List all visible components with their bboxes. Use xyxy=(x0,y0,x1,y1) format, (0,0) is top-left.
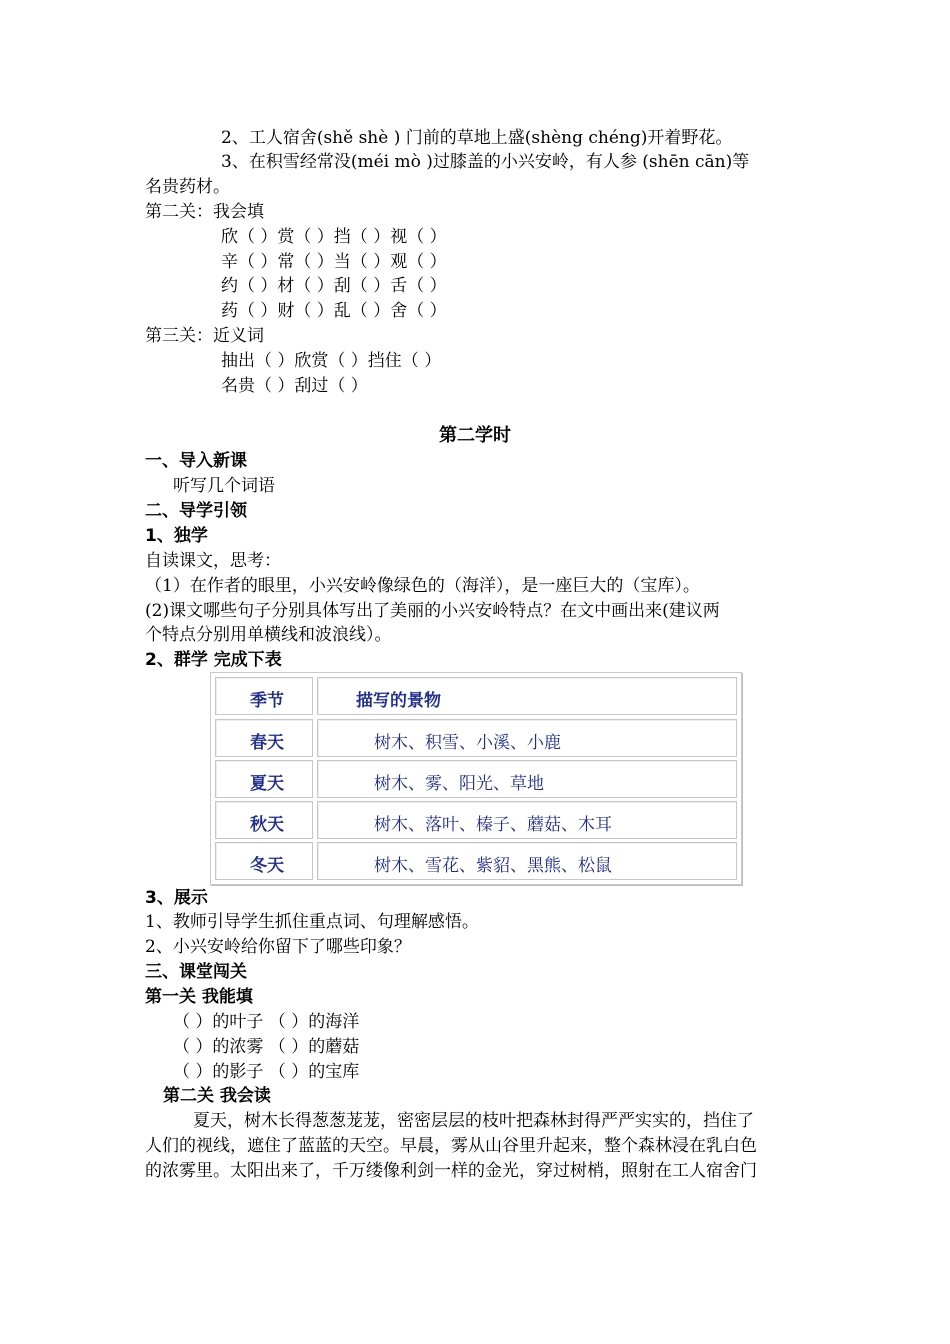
table-row xyxy=(215,719,737,757)
header-season: 季节 xyxy=(250,691,284,711)
scenery-cell: 树木、雪花、紫貂、黑熊、松鼠 xyxy=(374,856,612,876)
season-cell: 夏天 xyxy=(250,774,284,794)
show-item-1: 1、教师引导学生抓住重点词、句理解感悟。 xyxy=(145,912,479,932)
table-cell xyxy=(215,842,313,880)
level2b-title: 第二关 我会读 xyxy=(163,1086,271,1106)
level1-row: （ ）的影子 （ ）的宝库 xyxy=(173,1062,360,1082)
show-item-2: 2、小兴安岭给你留下了哪些印象？ xyxy=(145,937,411,957)
reading-paragraph-line: 的浓雾里。太阳出来了，千万缕像利剑一样的金光，穿过树梢，照射在工人宿舍门 xyxy=(145,1161,757,1181)
exercise-line-2: 2、工人宿舍(shě shè ) 门前的草地上盛(shèng chéng)开着野花。 xyxy=(221,128,733,148)
lesson-title: 第二学时 xyxy=(439,425,511,446)
subsection-1-title: 1、独学 xyxy=(145,526,208,546)
table-cell xyxy=(215,760,313,798)
reading-paragraph-line: 夏天，树木长得葱葱茏茏，密密层层的枝叶把森林封得严严实实的，挡住了 xyxy=(193,1111,754,1131)
synonym-row: 名贵（ ）刮过（ ） xyxy=(221,376,368,396)
question-2-cont: 个特点分别用单横线和波浪线）。 xyxy=(145,625,392,645)
fill-row: 辛（ ）常（ ）当（ ）观（ ） xyxy=(221,252,447,272)
table-header-cell xyxy=(215,677,313,715)
section-3-title: 三、课堂闯关 xyxy=(145,962,247,982)
reading-paragraph-line: 人们的视线，遮住了蓝蓝的天空。早晨，雾从山谷里升起来，整个森林浸在乳白色 xyxy=(145,1136,757,1156)
table-cell xyxy=(317,801,737,839)
level3-title: 第三关：近义词 xyxy=(145,326,264,346)
synonym-row: 抽出（ ）欣赏（ ）挡住（ ） xyxy=(221,351,442,371)
table-header-cell xyxy=(317,677,737,715)
exercise-line-3-cont: 名贵药材。 xyxy=(145,177,230,197)
table-row xyxy=(215,801,737,839)
level2-title: 第二关：我会填 xyxy=(145,202,264,222)
subsection-1-intro: 自读课文，思考： xyxy=(145,551,281,571)
level1-title: 第一关 我能填 xyxy=(145,987,253,1007)
table-cell xyxy=(317,842,737,880)
table-cell xyxy=(317,719,737,757)
scenery-cell: 树木、积雪、小溪、小鹿 xyxy=(374,733,561,753)
section-1-text: 听写几个词语 xyxy=(173,476,275,496)
fill-row: 约（ ）材（ ）刮（ ）舌（ ） xyxy=(221,276,447,296)
season-cell: 春天 xyxy=(250,733,284,753)
seasons-table xyxy=(210,672,742,885)
question-2: (2)课文哪些句子分别具体写出了美丽的小兴安岭特点？在文中画出来(建议两 xyxy=(145,601,720,621)
level1-row: （ ）的叶子 （ ）的海洋 xyxy=(173,1012,360,1032)
fill-row: 药（ ）财（ ）乱（ ）舍（ ） xyxy=(221,301,447,321)
table-row xyxy=(215,842,737,880)
scenery-cell: 树木、落叶、榛子、蘑菇、木耳 xyxy=(374,815,612,835)
exercise-line-3: 3、在积雪经常没(méi mò )过膝盖的小兴安岭，有人参 (shēn cān)等 xyxy=(221,152,750,172)
header-scenery: 描写的景物 xyxy=(356,691,441,711)
subsection-3-title: 3、展示 xyxy=(145,888,208,908)
scenery-cell: 树木、雾、阳光、草地 xyxy=(374,774,544,794)
section-1-title: 一、导入新课 xyxy=(145,451,247,471)
subsection-2-title: 2、群学 完成下表 xyxy=(145,650,282,670)
season-cell: 秋天 xyxy=(250,815,284,835)
level1-row: （ ）的浓雾 （ ）的蘑菇 xyxy=(173,1037,360,1057)
table-row xyxy=(215,760,737,798)
fill-row: 欣（ ）赏（ ）挡（ ）视（ ） xyxy=(221,227,447,247)
table-header-row xyxy=(215,677,737,715)
season-cell: 冬天 xyxy=(250,856,284,876)
table-cell xyxy=(215,719,313,757)
question-1: （1）在作者的眼里，小兴安岭像绿色的（海洋），是一座巨大的（宝库）。 xyxy=(145,576,700,596)
section-2-title: 二、导学引领 xyxy=(145,501,247,521)
table-cell xyxy=(317,760,737,798)
table-cell xyxy=(215,801,313,839)
